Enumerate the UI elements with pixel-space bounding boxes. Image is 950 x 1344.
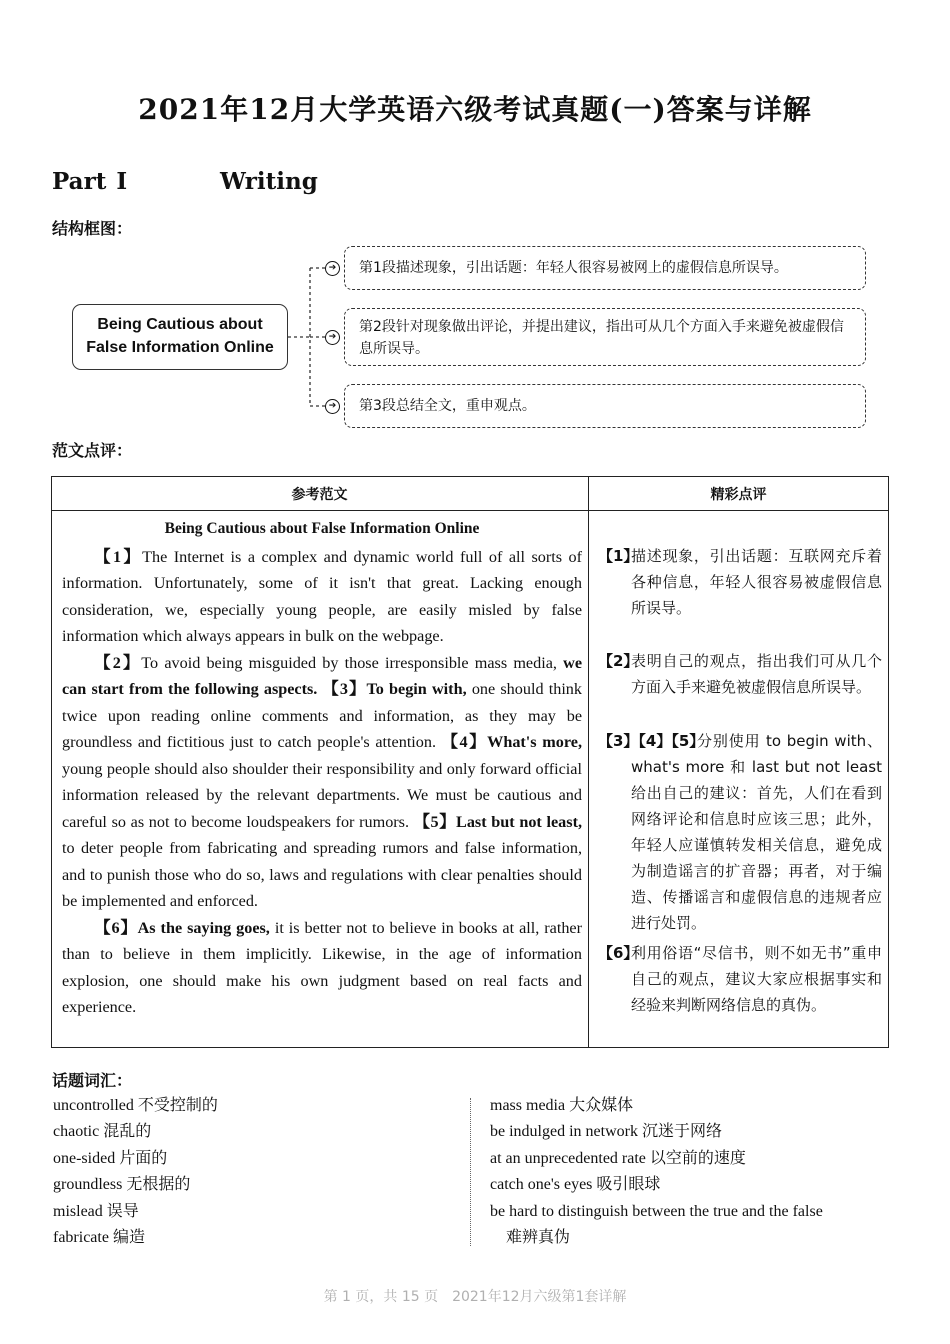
- table-divider: [588, 476, 589, 1048]
- vocab-item: be hard to distinguish between the true and the false: [490, 1202, 823, 1220]
- topic-line-1: Being Cautious about: [97, 316, 263, 333]
- arrow-right-icon: ➔: [325, 399, 340, 414]
- comment-2: 【2】 表明自己的观点，指出我们可从几个方面入手来避免被虚假信息所误导。: [598, 652, 882, 696]
- page-footer: 第 1 页，共 15 页 2021年12月六级第1套详解: [323, 1289, 627, 1305]
- vocab-item: catch one's eyes 吸引眼球: [490, 1176, 661, 1194]
- part-label: Part: [52, 168, 107, 195]
- vocab-left-list: [53, 1093, 218, 1251]
- marker: 【4】: [441, 733, 488, 751]
- vocab-divider: [470, 1098, 471, 1246]
- vocab-item: fabricate 编造: [53, 1229, 145, 1247]
- topic-line-2: False Information Online: [86, 339, 274, 356]
- col-header-essay: 参考范文: [291, 487, 348, 503]
- vocab-item: uncontrolled 不受控制的: [53, 1097, 218, 1114]
- marker: 【3】: [322, 680, 367, 698]
- col-header-comment: 精彩点评: [710, 487, 767, 503]
- essay-paragraph-3: 【6】As the saying goes, it is better not to believe in books at all, rather than to believe in them implicitly. Likewise, in the age of information explosion, one should make his own judgment based on real facts and experience.: [62, 918, 583, 1016]
- vocab-right-list: [490, 1093, 823, 1251]
- marker: 【5】: [413, 812, 457, 831]
- vocab-item: mislead 误导: [53, 1202, 139, 1220]
- part-number: Ⅰ: [116, 168, 128, 195]
- vocab-item: one-sided 片面的: [53, 1149, 168, 1167]
- part-name: Writing: [220, 168, 318, 195]
- comment-3: 【3】【4】【5】 分别使用 to begin with、what's more 和 last but not least 给出自己的建议：首先，人们在看到网络评论和信息时应该三思；此外，年轻人应谨慎转发相关信息，避免成为制造谣言的扩音器；再者，对于编造、传播谣言和虚假信息的违规者应进行处罚。: [598, 732, 882, 932]
- structure-para-3: 第3段总结全文，重申观点。: [344, 384, 866, 428]
- comment-4: 【6】 利用俗语“尽信书，则不如无书”重申自己的观点，建议大家应根据事实和经验来判断网络信息的真伪。: [598, 944, 882, 1014]
- essay-paragraph-2: 【2】To avoid being misguided by those irresponsible mass media, we can start from the following aspects. 【3】To begin with, one should think twice upon reading online comments and information, as they may be groundless and fictitious just to catch people's attention. 【4】What's more, young people should also shoulder their responsibility and only forward official information released by the relevant departments. We must be cautious and careful so as not to become loudspeakers for rumors. 【5】Last but not least, to deter people from fabricating and spreading rumors and false information, and to punish those who do so, laws and regulations with clear penalties should be implemented and enforced.: [62, 653, 583, 910]
- topic-box: [72, 304, 288, 370]
- structure-para-1: 第1段描述现象，引出话题：年轻人很容易被网上的虚假信息所误导。: [344, 246, 866, 290]
- vocab-label: 话题词汇：: [52, 1071, 133, 1090]
- vocab-item: groundless 无根据的: [53, 1176, 191, 1194]
- vocab-item: 难辨真伪: [506, 1229, 571, 1247]
- vocab-item: mass media 大众媒体: [490, 1097, 634, 1114]
- table-header-rule: [51, 510, 889, 511]
- vocab-item: chaotic 混乱的: [53, 1123, 152, 1141]
- essay-paragraph-1: 【1】The Internet is a complex and dynamic world full of all sorts of information. Unfortunately, some of it isn't that great. Lacking enough consideration, we, especially young people, are easily misled by false information which always appears in bulk on the webpage.: [62, 547, 583, 645]
- structure-para-2: 第2段针对现象做出评论，并提出建议，指出可从几个方面入手来避免被虚假信息所误导。: [344, 308, 866, 366]
- comment-1: 【1】 描述现象，引出话题：互联网充斥着各种信息，年轻人很容易被虚假信息所误导。: [598, 547, 882, 617]
- marker: 【6】: [94, 918, 138, 937]
- arrow-right-icon: ➔: [325, 261, 340, 276]
- structure-label: 结构框图：: [52, 219, 133, 238]
- essay-title: Being Cautious about False Information Online: [164, 520, 480, 537]
- arrow-right-icon: ➔: [325, 330, 340, 345]
- vocab-item: at an unprecedented rate 以空前的速度: [490, 1149, 746, 1167]
- marker: 【1】: [94, 547, 143, 566]
- model-label: 范文点评：: [52, 441, 133, 460]
- marker: 【2】: [94, 653, 142, 672]
- page-title: 2021年12月大学英语六级考试真题(一)答案与详解: [138, 93, 812, 126]
- model-essay: [62, 516, 582, 1021]
- vocab-item: be indulged in network 沉迷于网络: [490, 1123, 722, 1141]
